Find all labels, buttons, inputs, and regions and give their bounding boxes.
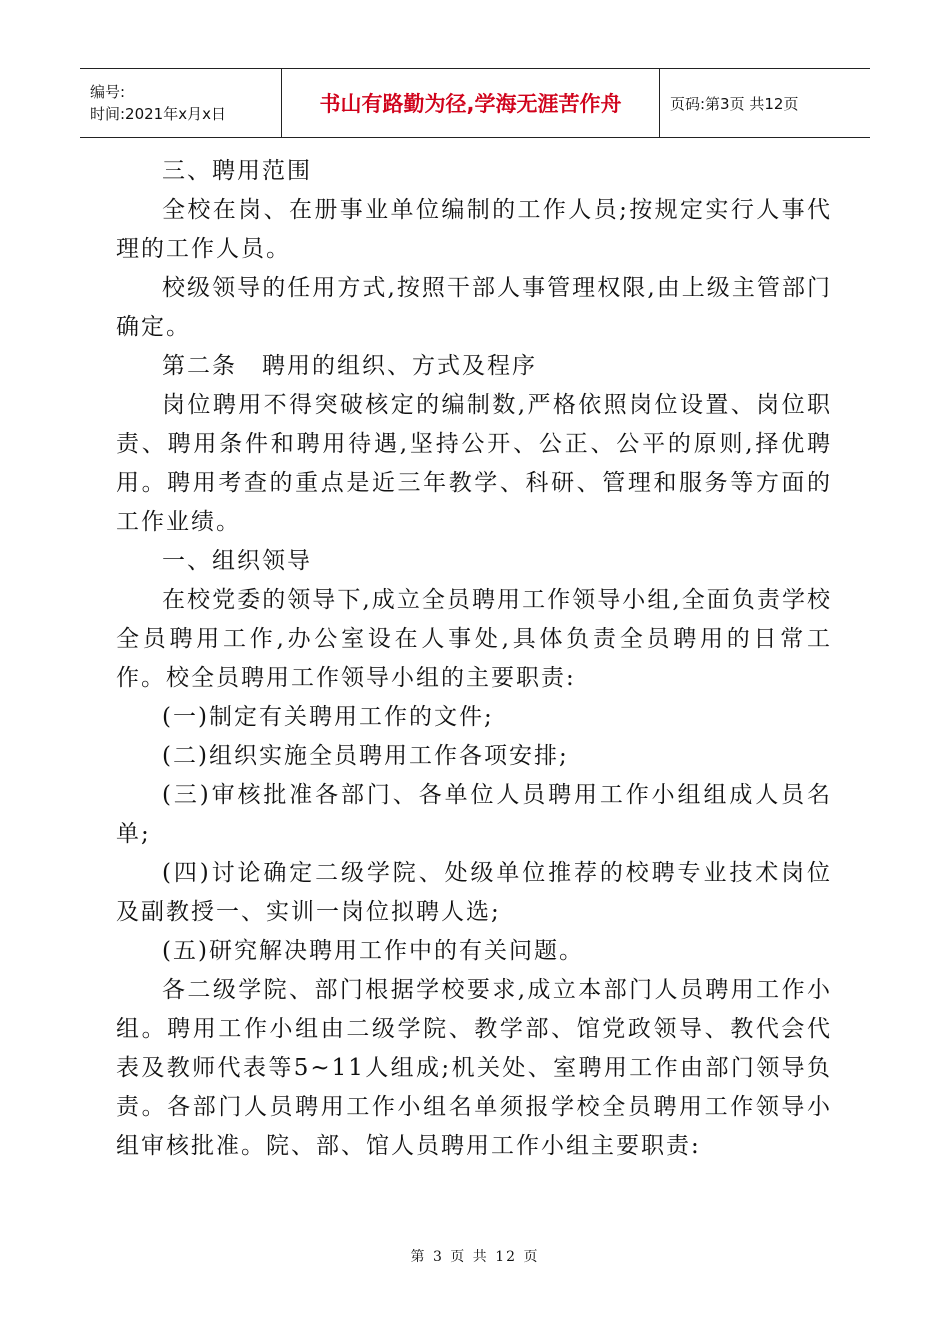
article-heading-2: 第二条 聘用的组织、方式及程序	[162, 353, 537, 379]
section-heading-leadership: 一、组织领导	[162, 548, 312, 574]
list-item: (五)研究解决聘用工作中的有关问题。	[162, 938, 584, 964]
page-header	[80, 68, 870, 138]
document-time-label: 时间:2021年x月x日	[90, 105, 226, 123]
list-item: (三)审核批准各部门、各单位人员聘用工作小组组成人员名单;	[116, 782, 832, 847]
paragraph: 校级领导的任用方式,按照干部人事管理权限,由上级主管部门确定。	[116, 275, 832, 340]
paragraph: 各二级学院、部门根据学校要求,成立本部门人员聘用工作小组。聘用工作小组由二级学院、教学部、馆党政领导、教代会代表及教师代表等5~11人组成;机关处、室聘用工作由部门领导负责。各部门人员聘用工作小组名单须报学校全员聘用工作领导小组审核批准。院、部、馆人员聘用工作小组主要职责:	[116, 977, 832, 1159]
document-body	[116, 152, 832, 1166]
paragraph: 岗位聘用不得突破核定的编制数,严格依照岗位设置、岗位职责、聘用条件和聘用待遇,坚持公开、公正、公平的原则,择优聘用。聘用考查的重点是近三年教学、科研、管理和服务等方面的工作业绩。	[116, 392, 832, 535]
header-motto-cell	[282, 69, 660, 137]
paragraph: 全校在岗、在册事业单位编制的工作人员;按规定实行人事代理的工作人员。	[116, 197, 832, 262]
footer-page-number: 第 3 页 共 12 页	[410, 1249, 540, 1265]
list-item: (一)制定有关聘用工作的文件;	[162, 704, 494, 730]
header-page-info-cell	[660, 69, 870, 137]
header-meta	[80, 69, 282, 137]
section-heading-scope: 三、聘用范围	[162, 158, 312, 184]
page-footer	[0, 1246, 950, 1266]
paragraph: 在校党委的领导下,成立全员聘用工作领导小组,全面负责学校全员聘用工作,办公室设在人事处,具体负责全员聘用的日常工作。校全员聘用工作领导小组的主要职责:	[116, 587, 832, 691]
header-motto: 书山有路勤为径,学海无涯苦作舟	[319, 92, 622, 116]
header-page-info: 页码:第3页 共12页	[670, 94, 799, 113]
list-item: (二)组织实施全员聘用工作各项安排;	[162, 743, 569, 769]
document-number-label: 编号:	[90, 83, 126, 101]
list-item: (四)讨论确定二级学院、处级单位推荐的校聘专业技术岗位及副教授一、实训一岗位拟聘人选;	[116, 860, 832, 925]
